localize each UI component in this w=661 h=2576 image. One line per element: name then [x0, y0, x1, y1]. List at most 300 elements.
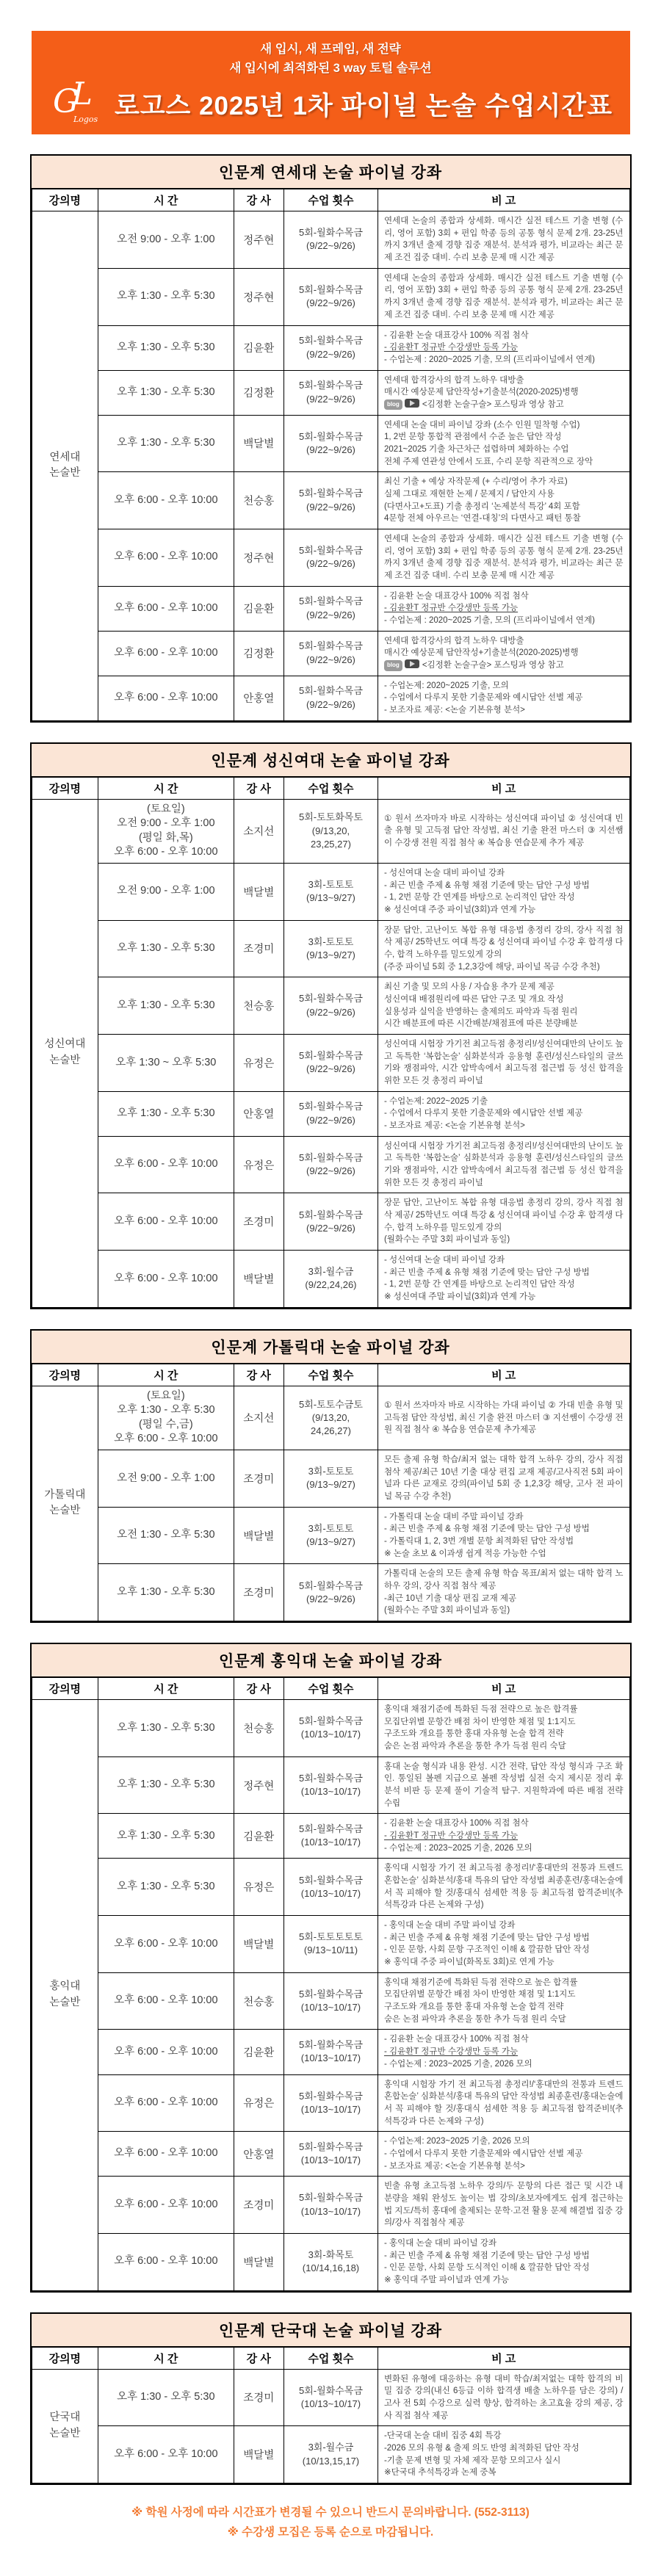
class-row	[32, 676, 629, 720]
note-line: - 수업에서 다루지 못한 기출문제와 예시답안 선별 제공	[383, 1109, 583, 1118]
note-line: - 김윤환 논술 대표강사 100% 직접 첨삭	[383, 2035, 529, 2044]
note-paragraph: ① 원서 쓰자마자 바로 시작하는 가대 파이널 ② 가대 빈출 유형 및 고득점 답안 작성법, 최신 기출 완전 마스터 ③ 지선쌤이 수강생 전원 직접 첨삭 ④ 복습용 연습문제 추가제공	[383, 1400, 624, 1435]
note-line: - 최근 빈출 주제 & 유형 채점 기준에 맞는 답안 구성 방법	[383, 1524, 590, 1534]
session-count-cell: 3회-화목토 (10/14,16,18)	[284, 2233, 378, 2290]
time-cell: 오후 6:00 - 오후 10:00	[98, 2030, 234, 2074]
class-row	[32, 1193, 629, 1251]
note-line: 시간 배분표에 따른 시간배분/채점표에 따른 분량배분	[383, 1019, 578, 1029]
time-cell: 오후 1:30 ~ 오후 5:30	[98, 1034, 234, 1091]
notice-line-2: ※ 수강생 모집은 등록 순으로 마감됩니다.	[227, 2526, 434, 2539]
note-cell	[378, 2074, 629, 2132]
class-row	[32, 2177, 629, 2234]
table-title: 인문계 성신여대 논술 파이널 강좌	[32, 744, 630, 777]
session-count-cell: 5회-토토수금토 (9/13,20, 24,26,27)	[284, 1386, 378, 1450]
class-row	[32, 586, 629, 631]
time-cell: 오후 1:30 - 오후 5:30	[98, 1859, 234, 1916]
note-line: - 수업에서 다루지 못한 기출문제와 예시답안 선별 제공	[383, 693, 583, 703]
timetable	[32, 777, 630, 1308]
header-banner	[32, 31, 630, 134]
teacher-cell: 조경미	[234, 1450, 284, 1507]
class-row	[32, 268, 629, 325]
teacher-cell: 김윤환	[234, 1814, 284, 1859]
note-line: 구조도와 개요를 통한 홍대 자유형 논술 합격 전략	[383, 1729, 564, 1739]
timetable-page	[0, 31, 661, 2542]
table-title: 인문계 홍익대 논술 파이널 강좌	[32, 1644, 630, 1677]
note-line: - 김윤환T 정규반 수강생만 등록 가능	[383, 2047, 519, 2057]
note-line: (월화수는 주말 3회 파이널과 동일)	[383, 1606, 510, 1616]
class-row	[32, 2233, 629, 2290]
column-header: 시 간	[98, 1364, 234, 1386]
note-line: - 수업논제 : 2023~2025 기출, 2026 모의	[383, 2059, 532, 2069]
class-row	[32, 2074, 629, 2132]
note-line: - 수업에서 다루지 못한 기출문제와 예시답안 선별 제공	[383, 2149, 583, 2158]
session-count-cell: 3회-월수금 (9/22,24,26)	[284, 1251, 378, 1308]
note-paragraph: 모든 출제 유형 학습/최저 없는 대학 합격 노하우 강의, 강사 직접 첨삭 제공/최근 10년 기출 대상 편집 교재 제공/고사직전 5회 파이널과 다른 교재로 강의(파이널 5회 중 1,2,3강 해당, 고사 전 파이널 목금 수강 추천)	[383, 1455, 624, 1501]
class-row	[32, 1814, 629, 1859]
session-count-cell: 5회-토토토토토 (9/13~10/11)	[284, 1916, 378, 1973]
class-row	[32, 1859, 629, 1916]
note-line: -단국대 논술 대비 집중 4회 특강	[383, 2431, 502, 2441]
note-line: - 홍익대 논술 대비 주말 파이널 강좌	[383, 1921, 516, 1931]
teacher-cell: 천승홍	[234, 1972, 284, 2030]
youtube-icon	[405, 399, 419, 408]
note-cell	[378, 370, 629, 415]
note-cell	[378, 1386, 629, 1450]
time-cell: 오후 6:00 - 오후 10:00	[98, 2426, 234, 2483]
column-header-row	[32, 777, 629, 799]
class-row	[32, 1972, 629, 2030]
teacher-cell: 정주현	[234, 529, 284, 586]
column-header: 수업 횟수	[284, 1678, 378, 1700]
session-count-cell: 5회-월화수목금 (9/22~9/26)	[284, 529, 378, 586]
class-row	[32, 370, 629, 415]
class-row	[32, 325, 629, 370]
class-row	[32, 1450, 629, 1507]
note-cell	[378, 2030, 629, 2074]
teacher-cell: 정주현	[234, 268, 284, 325]
note-line: -2026 모의 유형 & 출제 의도 반영 최적화된 답안 작성	[383, 2443, 579, 2453]
note-cell	[378, 1756, 629, 1814]
session-count-cell: 5회-월화수목금 (9/22~9/26)	[284, 1193, 378, 1251]
class-row	[32, 977, 629, 1035]
teacher-cell: 유정은	[234, 1034, 284, 1091]
teacher-cell: 천승홍	[234, 472, 284, 529]
note-line: - 수업논제: 2020~2025 기출, 모의	[383, 681, 509, 690]
note-line: - 홍익대 논술 대비 파이널 강좌	[383, 2238, 497, 2248]
column-header: 강 사	[234, 189, 284, 211]
notice-line-1: ※ 학원 사정에 따라 시간표가 변경될 수 있으니 반드시 문의바랍니다. (552-3113)	[131, 2506, 530, 2519]
time-cell: 오후 1:30 - 오후 5:30	[98, 920, 234, 977]
column-header: 비 고	[378, 1364, 629, 1386]
time-cell: 오후 6:00 - 오후 10:00	[98, 472, 234, 529]
teacher-cell: 백달별	[234, 1507, 284, 1564]
note-line: 최신 기출 및 모의 사용 / 자습용 추가 문제 제공	[383, 983, 555, 992]
note-line: - 수업논제 : 2020~2025 기출, 모의 (프리파이널에서 연계)	[383, 355, 595, 364]
column-header: 시 간	[98, 777, 234, 799]
note-line: - 가톨릭대 1, 2, 3번 개별 문항 최적화된 답안 작성법	[383, 1537, 574, 1546]
logo-letter-l: L	[71, 76, 93, 112]
note-line: - 최근 빈출 주제 & 유형 채점 기준에 맞는 답안 구성 방법	[383, 2251, 590, 2260]
column-header-row	[32, 189, 629, 211]
note-line: (다면사고+도표) 기출 총정리 ‘논제분석 특강’ 4회 포함	[383, 502, 580, 511]
teacher-cell: 조경미	[234, 1193, 284, 1251]
note-line: - 보조자료 제공: <논술 기본유형 분석>	[383, 705, 525, 714]
time-cell: 오후 6:00 - 오후 10:00	[98, 1972, 234, 2030]
note-line: ※ 홍익대 주말 파이널과 연계 가능	[383, 2275, 509, 2284]
time-cell: 오후 6:00 - 오후 10:00	[98, 1136, 234, 1193]
class-row	[32, 2426, 629, 2483]
note-line: - 수업논제 : 2023~2025 기출, 2026 모의	[383, 1843, 532, 1853]
time-cell: (토요일) 오전 9:00 - 오후 1:00 (평일 화,목) 오후 6:00 - 오후 10:00	[98, 799, 234, 863]
note-line: 전체 주제 연관성 안에서 도표, 수리 문항 직관적으로 장악	[383, 457, 593, 466]
course-group-label: 성신여대 논술반	[32, 799, 98, 1307]
note-line: - 김윤환 논술 대표강사 100% 직접 첨삭	[383, 591, 529, 601]
course-group-label: 홍익대 논술반	[32, 1700, 98, 2291]
class-row	[32, 2369, 629, 2426]
column-header: 강 사	[234, 2347, 284, 2369]
note-line: - 김윤환 논술 대표강사 100% 직접 첨삭	[383, 1819, 529, 1828]
time-cell: 오후 1:30 - 오후 5:30	[98, 415, 234, 472]
teacher-cell: 백달별	[234, 863, 284, 920]
time-cell: 오후 1:30 - 오후 5:30	[98, 1814, 234, 1859]
column-header: 시 간	[98, 189, 234, 211]
session-count-cell: 5회-월화수목금 (9/22~9/26)	[284, 1136, 378, 1193]
session-count-cell: 3회-토토토 (9/13~9/27)	[284, 1507, 378, 1564]
note-cell	[378, 2177, 629, 2234]
column-header: 비 고	[378, 189, 629, 211]
note-line: 실제 그대로 재현한 논제 / 문제지 / 답안지 사용	[383, 489, 555, 499]
class-row	[32, 1507, 629, 1564]
note-line: 모집단위별 문항간 배점 차이 반영한 채점 및 1:1지도	[383, 1990, 576, 2000]
note-cell	[378, 1034, 629, 1091]
teacher-cell: 유정은	[234, 1859, 284, 1916]
column-header: 비 고	[378, 777, 629, 799]
column-header: 수업 횟수	[284, 189, 378, 211]
session-count-cell: 5회-월화수목금 (10/13~10/17)	[284, 2369, 378, 2426]
play-icon	[410, 661, 415, 667]
column-header: 강 사	[234, 1364, 284, 1386]
class-row	[32, 1564, 629, 1621]
time-cell: 오전 9:00 - 오후 1:00	[98, 211, 234, 269]
note-paragraph: 홍대 논술 형식과 내용 완성. 시간 전략, 답안 작성 형식과 구조 확인. 통일된 볼펜 지급으로 볼펜 작성법 실전 숙지 제시문 정리 후 분석 비판 등 문제 풀이 기술적 탐구. 지원학과에 따른 배점 전략 수립	[383, 1762, 624, 1808]
note-line: ※ 홍익대 주중 파이널(화목토 3회)로 연계 가능	[383, 1958, 555, 1967]
note-cell	[378, 529, 629, 586]
note-line: ※ 성신여대 주중 파이널(3회)과 연계 가능	[383, 905, 536, 914]
note-line: - 1, 2번 문항 간 연계를 바탕으로 논리적인 답안 작성	[383, 893, 575, 902]
note-paragraph: 성신여대 시험장 가기전 최고득점 총정리!/성신여대만의 난이도 높고 독특한 ‘복합논술’ 심화분석과 응용형 훈련/성신스타일의 글쓰기와 쟁점파악, 시간 압박속에서 최고득점 접근법 등 성신 합격을 위한 모든 것 총정리 파이널	[383, 1039, 624, 1085]
note-cell	[378, 1450, 629, 1507]
note-cell	[378, 1972, 629, 2030]
note-cell	[378, 1814, 629, 1859]
column-header: 강의명	[32, 1678, 98, 1700]
table-title: 인문계 단국대 논술 파이널 강좌	[32, 2314, 630, 2347]
time-cell: 오후 6:00 - 오후 10:00	[98, 1251, 234, 1308]
class-row	[32, 631, 629, 676]
time-cell: 오후 1:30 - 오후 5:30	[98, 2369, 234, 2426]
teacher-cell: 백달별	[234, 1916, 284, 1973]
note-line: 매시간 예상문제 답안작성+기출분석(2020-2025)병행	[383, 648, 579, 658]
time-cell: 오후 6:00 - 오후 10:00	[98, 2177, 234, 2234]
note-line: - 김윤환 논술 대표강사 100% 직접 첨삭	[383, 330, 529, 340]
note-line: ※ 논술 초보 & 이과생 쉽게 적응 가능한 수업	[383, 1549, 546, 1558]
session-count-cell: 5회-월화수목금 (10/13~10/17)	[284, 1814, 378, 1859]
teacher-cell: 조경미	[234, 2177, 284, 2234]
note-cell	[378, 799, 629, 863]
session-count-cell: 5회-월화수목금 (9/22~9/26)	[284, 325, 378, 370]
note-line: 홍익대 채점기준에 특화된 득점 전략으로 높은 합격률	[383, 1978, 578, 1987]
teacher-cell: 김윤환	[234, 325, 284, 370]
column-header: 강의명	[32, 2347, 98, 2369]
note-line: 연세대 합격강사의 합격 노하우 대방출	[383, 375, 524, 385]
session-count-cell: 5회-월화수목금 (10/13~10/17)	[284, 1859, 378, 1916]
note-cell	[378, 2426, 629, 2483]
logos-logo	[48, 76, 101, 126]
note-line: 성신여대 배점원리에 따른 답안 구조 및 개요 작성	[383, 994, 564, 1004]
session-count-cell: 3회-토토토 (9/13~9/27)	[284, 920, 378, 977]
class-row	[32, 1756, 629, 1814]
note-cell	[378, 415, 629, 472]
column-header: 비 고	[378, 1678, 629, 1700]
note-line: - 최근 빈출 주제 & 유형 채점 기준에 맞는 답안 구성 방법	[383, 880, 590, 890]
time-cell: 오후 6:00 - 오후 10:00	[98, 2132, 234, 2177]
teacher-cell: 백달별	[234, 2426, 284, 2483]
class-row	[32, 1091, 629, 1136]
course-group-label: 가톨릭대 논술반	[32, 1386, 98, 1621]
teacher-cell: 정주현	[234, 1756, 284, 1814]
note-paragraph: 장문 답안, 고난이도 복합 유형 대응법 총정리 강의, 강사 직접 첨삭 제공/ 25학년도 여대 특강 & 성신여대 파이널 수강 후 합격생 다수, 합격 노하우를 밀도있게 강의	[383, 1198, 624, 1232]
university-table-block	[30, 2312, 632, 2485]
note-line: - 최근 빈출 주제 & 유형 채점 기준에 맞는 답안 구성 방법	[383, 1267, 590, 1277]
note-line: - 가톨릭대 논술 대비 주말 파이널 강좌	[383, 1512, 524, 1522]
class-row	[32, 863, 629, 920]
note-line: - 김윤환T 정규반 수강생만 등록 가능	[383, 343, 519, 352]
class-row	[32, 1916, 629, 1973]
session-count-cell: 3회-월수금 (10/13,15,17)	[284, 2426, 378, 2483]
time-cell: 오후 6:00 - 오후 10:00	[98, 529, 234, 586]
column-header-row	[32, 1364, 629, 1386]
session-count-cell: 5회-월화수목금 (9/22~9/26)	[284, 472, 378, 529]
blog-icon: blog	[384, 399, 402, 410]
title-row	[32, 76, 630, 126]
session-count-cell: 5회-월화수목금 (10/13~10/17)	[284, 1700, 378, 1757]
note-paragraph: 빈출 유형 초고득점 노하우 강의/두 문항의 다른 접근 및 시간 내 분량을 채워 완성도 높이는 법 강의/초보자에게도 쉽게 접근하는 법 지도/특히 홍대에 출제되는 문학·고전 활용 문제 해결법 집중 강의/강사 직접첨삭 제공	[383, 2182, 624, 2228]
table-title: 인문계 연세대 논술 파이널 강좌	[32, 156, 630, 189]
session-count-cell: 5회-월화수목금 (9/22~9/26)	[284, 1091, 378, 1136]
column-header: 수업 횟수	[284, 1364, 378, 1386]
session-count-cell: 5회-월화수목금 (9/22~9/26)	[284, 676, 378, 720]
teacher-cell: 소지선	[234, 1386, 284, 1450]
time-cell: 오후 1:30 - 오후 5:30	[98, 1756, 234, 1814]
timetable	[32, 1364, 630, 1621]
note-cell	[378, 472, 629, 529]
note-line: 연세대 논술 대비 파이널 강좌 (소수 인원 밀착형 수업)	[383, 420, 580, 430]
teacher-cell: 김정환	[234, 631, 284, 676]
teacher-cell: 백달별	[234, 415, 284, 472]
session-count-cell: 5회-월화수목금 (10/13~10/17)	[284, 2177, 378, 2234]
teacher-cell: 소지선	[234, 799, 284, 863]
note-cell	[378, 325, 629, 370]
course-group-label: 연세대 논술반	[32, 211, 98, 721]
note-cell	[378, 2233, 629, 2290]
course-group-label: 단국대 논술반	[32, 2369, 98, 2483]
note-line: - 수업논제: 2023~2025 기출, 2026 모의	[383, 2137, 530, 2146]
session-count-cell: 5회-월화수목금 (9/22~9/26)	[284, 1564, 378, 1621]
column-header: 강의명	[32, 777, 98, 799]
note-line: - 보조자료 제공: <논술 기본유형 분석>	[383, 2161, 525, 2171]
slogan-line-1: 새 입시, 새 프레임, 새 전략	[260, 43, 401, 56]
teacher-cell: 백달별	[234, 2233, 284, 2290]
note-cell	[378, 1700, 629, 1757]
university-table-block	[30, 1643, 632, 2293]
note-cell	[378, 1564, 629, 1621]
class-row	[32, 472, 629, 529]
note-cell	[378, 586, 629, 631]
class-row	[32, 2030, 629, 2074]
note-cell	[378, 1916, 629, 1973]
class-row	[32, 211, 629, 269]
note-line: 2021~2025 기출 차근차근 섭렵하며 체화하는 수업	[383, 444, 569, 454]
note-paragraph: 가톨릭대 논술의 모든 출제 유형 학습 목표/최저 없는 대학 합격 노하우 강의, 강사 직접 첨삭 제공	[383, 1569, 624, 1591]
column-header: 시 간	[98, 1678, 234, 1700]
table-title: 인문계 가톨릭대 논술 파이널 강좌	[32, 1331, 630, 1364]
column-header: 강의명	[32, 1364, 98, 1386]
class-row	[32, 1386, 629, 1450]
note-paragraph: 홍익대 시험장 가기 전 최고득점 총정리!/‘홍대만의 전통과 트렌드 혼합논술’ 심화분석/홍대 특유의 답안 작성법 최종훈련/홍대논술에서 꼭 피해야 할 것/홍대식 섬세한 적용 등 최고득점 합격준비!(추석특강과 다른 논제와 구성)	[383, 1864, 624, 1910]
class-row	[32, 529, 629, 586]
note-line: 실용성과 실익을 반영하는 출제의도 파악과 득점 원리	[383, 1007, 578, 1016]
teacher-cell: 안홍열	[234, 2132, 284, 2177]
note-line: 홍익대 채점기준에 특화된 득점 전략으로 높은 합격률	[383, 1705, 578, 1715]
note-cell	[378, 863, 629, 920]
class-row	[32, 920, 629, 977]
note-line: - 김윤환T 정규반 수강생만 등록 가능	[383, 604, 519, 613]
footer-notice	[0, 2503, 661, 2542]
teacher-cell: 안홍열	[234, 676, 284, 720]
class-row	[32, 1034, 629, 1091]
time-cell: 오후 1:30 - 오후 5:30	[98, 1564, 234, 1621]
session-count-cell: 5회-월화수목금 (9/22~9/26)	[284, 631, 378, 676]
university-table-block	[30, 1329, 632, 1623]
teacher-cell: 김윤환	[234, 2030, 284, 2074]
note-cell	[378, 920, 629, 977]
note-line: - 김윤환T 정규반 수강생만 등록 가능	[383, 1831, 519, 1841]
teacher-cell: 안홍열	[234, 1091, 284, 1136]
note-line: 숨은 논점 파악과 추론을 통한 추가 득점 원리 숙달	[383, 2014, 566, 2024]
time-cell: 오후 6:00 - 오후 10:00	[98, 2233, 234, 2290]
timetable	[32, 2347, 630, 2483]
time-cell: (토요일) 오후 1:30 - 오후 5:30 (평일 수,금) 오후 6:00 - 오후 10:00	[98, 1386, 234, 1450]
teacher-cell: 조경미	[234, 1564, 284, 1621]
note-cell	[378, 1507, 629, 1564]
column-header: 수업 횟수	[284, 777, 378, 799]
time-cell: 오후 1:30 - 오후 5:30	[98, 1091, 234, 1136]
university-table-block	[30, 154, 632, 723]
teacher-cell: 천승홍	[234, 977, 284, 1035]
time-cell: 오전 1:30 - 오후 5:30	[98, 1507, 234, 1564]
note-line: - 성신여대 논술 대비 파이널 강좌	[383, 1256, 505, 1265]
note-line: (월화수는 주말 3회 파이널과 동일)	[383, 1235, 510, 1245]
session-count-cell: 5회-월화수목금 (10/13~10/17)	[284, 2074, 378, 2132]
note-line: (주중 파이널 5회 중 1,2,3강에 해당, 파이널 목금 수강 추천)	[383, 962, 600, 972]
session-count-cell: 5회-월화수목금 (9/22~9/26)	[284, 977, 378, 1035]
note-cell	[378, 676, 629, 720]
time-cell: 오후 6:00 - 오후 10:00	[98, 676, 234, 720]
column-header-row	[32, 1678, 629, 1700]
note-paragraph: 장문 답안, 고난이도 복합 유형 대응법 총정리 강의, 강사 직접 첨삭 제공/ 25학년도 여대 특강 & 성신여대 파이널 수강 후 합격생 다수, 합격 노하우를 밀도있게 강의	[383, 925, 624, 959]
time-cell: 오후 1:30 - 오후 5:30	[98, 977, 234, 1035]
session-count-cell: 5회-월화수목금 (9/22~9/26)	[284, 415, 378, 472]
note-line: - 최근 빈출 주제 & 유형 채점 기준에 맞는 답안 구성 방법	[383, 1933, 590, 1942]
session-count-cell: 3회-토토토 (9/13~9/27)	[284, 1450, 378, 1507]
note-line: 숨은 논점 파악과 추론을 통한 추가 득점 원리 숙달	[383, 1742, 566, 1751]
note-line: - 1, 2번 문항 간 연계를 바탕으로 논리적인 답안 작성	[383, 1280, 575, 1289]
slogan-line-2: 새 입시에 최적화된 3 way 토털 솔루션	[229, 61, 432, 75]
note-line: -기출 문제 변형 및 자체 제작 문항 모의고사 실시	[383, 2456, 561, 2465]
note-cell	[378, 1859, 629, 1916]
session-count-cell: 5회-월화수목금 (9/22~9/26)	[284, 211, 378, 269]
time-cell: 오후 1:30 - 오후 5:30	[98, 268, 234, 325]
note-line: - 보조자료 제공: <논술 기본유형 분석>	[383, 1121, 525, 1130]
logo-letter-g: G	[52, 83, 79, 121]
column-header: 비 고	[378, 2347, 629, 2369]
note-line: - 수업논제: 2022~2025 기출	[383, 1096, 488, 1106]
note-paragraph: ① 원서 쓰자마자 바로 시작하는 성신여대 파이널 ② 성신여대 빈출 유형 및 고득점 답안 작성법, 최신 기출 완전 마스터 ③ 지선쌤이 수강생 전원 직접 첨삭 ④ 복습용 연습문제 추가 제공	[383, 814, 624, 848]
teacher-cell: 김윤환	[234, 586, 284, 631]
class-row	[32, 2132, 629, 2177]
note-line: - 인문 문항, 사회 문항 도식적인 이해 & 깔끔한 답안 작성	[383, 2263, 590, 2273]
note-line: 모집단위별 문항간 배점 차이 반영한 채점 및 1:1지도	[383, 1717, 576, 1726]
class-row	[32, 1700, 629, 1757]
session-count-cell: 5회-월화수목금 (10/13~10/17)	[284, 2132, 378, 2177]
note-line: - 인문 문항, 사회 문항 구조적인 이해 & 깔끔한 답안 작성	[383, 1945, 590, 1955]
note-cell	[378, 1193, 629, 1251]
teacher-cell: 조경미	[234, 2369, 284, 2426]
note-line: 매시간 예상문제 답안작성+기출분석(2020-2025)병행	[383, 388, 579, 397]
column-header: 강 사	[234, 777, 284, 799]
youtube-icon	[405, 659, 419, 668]
teacher-cell: 백달별	[234, 1251, 284, 1308]
note-line: ※단국대 추석특강과 논제 중복	[383, 2468, 496, 2478]
time-cell: 오후 6:00 - 오후 10:00	[98, 1916, 234, 1973]
tables-container	[0, 154, 661, 2485]
time-cell: 오후 1:30 - 오후 5:30	[98, 1700, 234, 1757]
teacher-cell: 유정은	[234, 1136, 284, 1193]
note-paragraph: 변화된 유형에 대응하는 유형 대비 학습/최저없는 대학 합격의 비밀 집중 강의(내신 6등급 이하 합격생 배출 노하우를 담은 강의) / 고사 전 5회 수강으로 실력 향상, 합격하는 초고효율 강의 제공, 강사 직접 첨삭 제공	[383, 2374, 624, 2420]
note-line: 4문항 전체 아우르는 ‘연결-대칭’의 다면사고 패턴 통찰	[383, 514, 581, 524]
blog-icon: blog	[384, 660, 402, 671]
note-paragraph: 연세대 논술의 종합과 상세화. 매시간 실전 테스트 기출 변형 (수리, 영어 포함) 3회 + 편입 학종 등의 공통 형식 문제 2개. 23-25년까지 3개년 출제 경향 집중 재분석. 분석과 평가, 비교라는 최근 문제 조건 집중 대비. 수리 보충 문제 매 시간 제공	[383, 217, 624, 263]
note-cell	[378, 1091, 629, 1136]
note-line: ※ 성신여대 주말 파이널(3회)과 연계 가능	[383, 1292, 536, 1302]
note-line: blog <김정환 논술구술> 포스팅과 영상 참고	[384, 399, 624, 411]
note-paragraph: 성신여대 시험장 가기전 최고득점 총정리!/성신여대만의 난이도 높고 독특한 ‘복합논술’ 심화분석과 응용형 훈련/성신스타일의 글쓰기와 쟁점파악, 시간 압박속에서 최고득점 접근법 등 성신 합격을 위한 모든 것 총정리 파이널	[383, 1141, 624, 1187]
note-line: - 수업논제 : 2020~2025 기출, 모의 (프리파이널에서 연계)	[383, 615, 595, 625]
note-line: 1, 2번 문항 통합적 관점에서 수준 높은 답안 작성	[383, 433, 562, 442]
note-line: blog <김정환 논술구술> 포스팅과 영상 참고	[384, 659, 624, 672]
note-cell	[378, 2132, 629, 2177]
column-header: 강의명	[32, 189, 98, 211]
note-line: -최근 10년 기출 대상 편집 교재 제공	[383, 1593, 517, 1603]
note-cell	[378, 631, 629, 676]
class-row	[32, 799, 629, 863]
session-count-cell: 5회-월화수목금 (10/13~10/17)	[284, 2030, 378, 2074]
class-row	[32, 1136, 629, 1193]
note-cell	[378, 1136, 629, 1193]
session-count-cell: 5회-월화수목금 (9/22~9/26)	[284, 586, 378, 631]
time-cell: 오후 6:00 - 오후 10:00	[98, 631, 234, 676]
session-count-cell: 3회-토토토 (9/13~9/27)	[284, 863, 378, 920]
note-cell	[378, 2369, 629, 2426]
